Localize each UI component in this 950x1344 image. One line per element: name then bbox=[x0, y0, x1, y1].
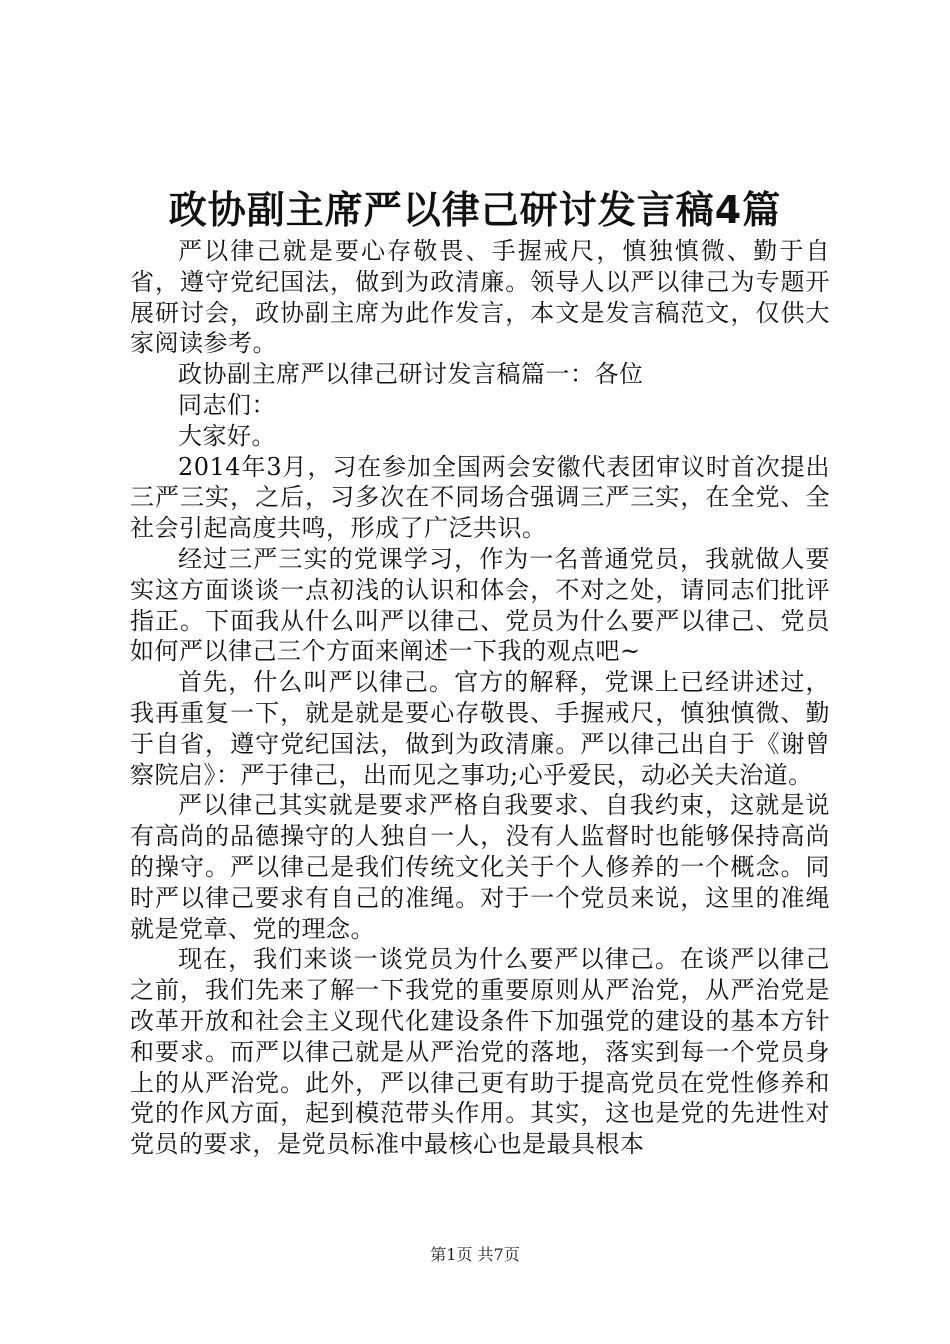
document-body bbox=[130, 236, 830, 1160]
document-title: 政协副主席严以律己研讨发言稿4篇 bbox=[168, 188, 782, 232]
paragraph-reasons: 现在，我们来谈一谈党员为什么要严以律己。在谈严以律己之前，我们先来了解一下我党的重要原则从严治党，从严治党是改革开放和社会主义现代化建设条件下加强党的建设的基本方针和要求。而严以律己就是从严治党的落地，落实到每一个党员身上的从严治党。此外，严以律己更有助于提高党员在党性修养和党的作风方面，起到模范带头作用。其实，这也是党的先进性对党员的要求，是党员标准中最核心也是最具根本 bbox=[130, 945, 830, 1159]
paragraph-greeting: 大家好。 bbox=[178, 421, 276, 450]
paragraph-outline: 经过三严三实的党课学习，作为一名普通党员，我就做人要实这方面谈谈一点初浅的认识和体会，不对之处，请同志们批评指正。下面我从什么叫严以律己、党员为什么要严以律己、党员如何严以律己三个方面来阐述一下我的观点吧~ bbox=[130, 544, 830, 666]
paragraph-explanation: 严以律己其实就是要求严格自我要求、自我约束，这就是说有高尚的品德操守的人独自一人，没有人监督时也能够保持高尚的操守。严以律己是我们传统文化关于个人修养的一个概念。同时严以律己要求有自己的准绳。对于一个党员来说，这里的准绳就是党章、党的理念。 bbox=[130, 791, 830, 943]
paragraph-intro: 严以律己就是要心存敬畏、手握戒尺，慎独慎微、勤于自省，遵守党纪国法，做到为政清廉。领导人以严以律己为专题开展研讨会，政协副主席为此作发言，本文是发言稿范文，仅供大家阅读参考。 bbox=[130, 237, 830, 358]
page-number-footer: 第1页 共7页 bbox=[430, 1245, 520, 1264]
paragraph-salutation: 同志们： bbox=[178, 390, 276, 419]
paragraph-background: 2014年3月，习在参加全国两会安徽代表团审议时首次提出三严三实，之后，习多次在不同场合强调三严三实，在全党、全社会引起高度共鸣，形成了广泛共识。 bbox=[130, 452, 830, 543]
paragraph-definition: 首先，什么叫严以律己。官方的解释，党课上已经讲述过，我再重复一下，就是就是要心存敬畏、手握戒尺，慎独慎微、勤于自省，遵守党纪国法，做到为政清廉。严以律己出自于《谢曾察院启》：严于律己，出而见之事功;心乎爱民，动必关夫治道。 bbox=[130, 668, 830, 789]
paragraph-section-heading: 政协副主席严以律己研讨发言稿篇一：各位 bbox=[178, 360, 644, 389]
